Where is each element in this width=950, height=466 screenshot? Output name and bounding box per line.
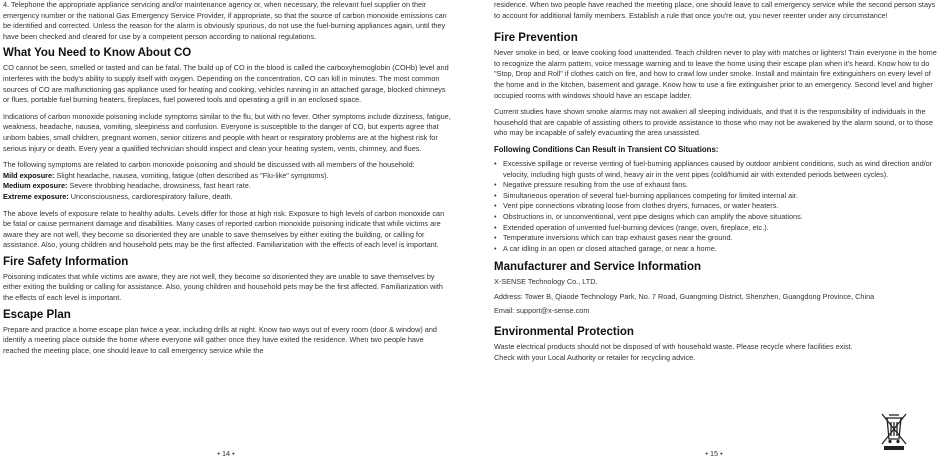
list-item: • Excessive spillage or reverse venting of fuel-burning appliances caused by outdoor ambient conditions, such as wind direction and/or velocity, including high gusts of wind, heavy air in the vent pipes (cold/humid air with extended periods between cycles). (494, 159, 942, 180)
co-heading: What You Need to Know About CO (3, 47, 192, 60)
co-paragraph-3: The following symptoms are related to carbon monoxide poisoning and should be discussed with all members of the household: (3, 160, 415, 170)
manufacturer-company: X-SENSE Technology Co., LTD. (494, 277, 598, 287)
list-item: • Extended operation of unvented fuel-burning devices (range, oven, fireplace, etc.). (494, 223, 942, 234)
fire-prevention-paragraph-1: Never smoke in bed, or leave cooking food unattended. Teach children never to play with matches or lighters! Train everyone in the home to recognize the alarm pattern, voice message warning and to leave the home using their escape plan when it's heard. Know how to do "Stop, Drop and Roll" if clothes catch on fire, and how to crawl low under smoke. Install and maintain fire extinguishers on every level of the home and in the kitchen, basement and garage. Know how to use a fire extinguisher prior to an emergency. Second level and higher occupied rooms with windows should have an escape ladder. (494, 48, 937, 100)
intro-item-4: 4. Telephone the appropriate appliance servicing and/or maintenance agency or, when necessary, the relevant fuel supplier on their emergency number or the national Gas Emergency Service Provider, if appropriate, so that the source of carbon monoxide emissions can be identified and corrected. Unless the reason for the alarm is obviously spurious, do not use the fuel-burning appliances again, until they have been checked and cleared for use by a competent person according to national regulations. (3, 0, 447, 41)
escape-plan-heading: Escape Plan (3, 308, 71, 321)
page-14 (0, 0, 452, 466)
fire-safety-text: Poisoning indicates that while victims are aware, they are not well, they become so disoriented they are unable to save themselves by either exiting the building or calling for assistance. Also, young children and household pets may be the first affected. Familiarization with the effects of each level is important. (3, 271, 443, 303)
mild-exposure (3, 171, 452, 182)
environmental-heading: Environmental Protection (494, 326, 634, 339)
fire-prevention-heading: Fire Prevention (494, 32, 578, 45)
transient-co-heading: Following Conditions Can Result in Transient CO Situations: (494, 144, 719, 154)
co-paragraph-2: Indications of carbon monoxide poisoning include symptoms similar to the flu, but with no fever. Other symptoms include dizziness, fatigue, weakness, headache, nausea, vomiting, sleepiness and confusion. Everyone is susceptible to the danger of CO, but experts agree that unborn babies, small children, pregnant women, senior citizens and people with heart or respiratory problems are at the highest risk for serious injury or death. Every year a qualified technician should inspect and clean your heating system, vents, chimney, and flues. (3, 111, 451, 153)
mild-exposure-text: Slight headache, nausea, vomiting, fatigue (often described as "Flu-like" symptoms). (54, 170, 329, 180)
manufacturer-email: Email: support@x-sense.com (494, 306, 590, 316)
escape-plan-continuation: residence. When two people have reached the meeting place, one should leave to call emergency service while the second person stays to account for additional family members. Establish a rule that once you're out, you never reenter under any circumstance! (494, 0, 936, 20)
list-item: • Obstructions in, or unconventional, vent pipe designs which can amplify the above situations. (494, 212, 942, 223)
left-column (3, 0, 452, 356)
page-15 (494, 0, 942, 466)
environmental-text: Waste electrical products should not be disposed of with household waste. Please recycle where facilities exist. Check with your Local Authority or retailer for recycling advice. (494, 342, 853, 362)
list-item: • Temperature inversions which can trap exhaust gases near the ground. (494, 233, 942, 244)
list-item: • Simultaneous operation of several fuel-burning appliances competing for limited internal air. (494, 191, 942, 202)
page-number-left: • 14 • (217, 449, 235, 458)
extreme-exposure-label: Extreme exposure: (3, 191, 69, 201)
fire-prevention-paragraph-2: Current studies have shown smoke alarms may not awaken all sleeping individuals, and that it is the responsibility of individuals in the household that are capable of assisting others to provide assistance to those who may not be awakened by the alarm sound, or to those who may be incapable of safely evacuating the area unassisted. (494, 107, 933, 138)
co-paragraph-4: The above levels of exposure relate to healthy adults. Levels differ for those at high risk. Exposure to high levels of carbon monoxide can be fatal or cause permanent damage and disabilities. Many cases of reported carbon monoxide poisoning indicate that while victims are aware they are not well, they become so disoriented they are unable to save themselves by either exiting the building, or calling for assistance. Also, young children and household pets may be the first affected. Familiarization with the effects of each level is important. (3, 208, 445, 250)
manufacturer-address: Address: Tower B, Qiaode Technology Park, No. 7 Road, Guangming District, Shenzhen, Guangdong Province, China (494, 291, 875, 301)
medium-exposure-text: Severe throbbing headache, drowsiness, fast heart rate. (67, 181, 251, 191)
page-number-right: • 15 • (705, 449, 723, 458)
list-item: • Negative pressure resulting from the use of exhaust fans. (494, 180, 942, 191)
medium-exposure-label: Medium exposure: (3, 181, 68, 191)
extreme-exposure (3, 192, 452, 203)
medium-exposure (3, 181, 452, 192)
extreme-exposure-text: Unconsciousness, cardiorespiratory failure, death. (68, 191, 233, 201)
escape-plan-text: Prepare and practice a home escape plan twice a year, including drills at night. Know two ways out of every room (door & window) and identify a meeting place outside the home where everyone will gather once they have exited the residence. When two people have reached the meeting place, one should leave to call emergency service while the (3, 324, 437, 355)
fire-safety-heading: Fire Safety Information (3, 255, 129, 268)
mild-exposure-label: Mild exposure: (3, 170, 55, 180)
crossed-out-wheelie-bin-icon (880, 412, 908, 452)
co-paragraph-1: CO cannot be seen, smelled or tasted and can be fatal. The build up of CO in the blood is called the carboxyhemoglobin (COHb) level and interferes with the body's ability to supply itself with oxygen. Depending on the concentration, CO can kill in minutes. The most common sources of CO are malfunctioning gas appliance used for heating and cooking, vehicles running in an attached garage, blocked chimneys or flues, portable fuel burning heaters, fireplaces, fuel powered tools and operating a grill in an enclosed space. (3, 63, 449, 105)
list-item: • Vent pipe connections vibrating loose from clothes dryers, furnaces, or water heaters. (494, 201, 942, 212)
manufacturer-heading: Manufacturer and Service Information (494, 261, 702, 274)
transient-co-list (494, 159, 942, 254)
list-item: • A car idling in an open or closed attached garage, or near a home. (494, 244, 942, 255)
right-column (494, 0, 942, 363)
